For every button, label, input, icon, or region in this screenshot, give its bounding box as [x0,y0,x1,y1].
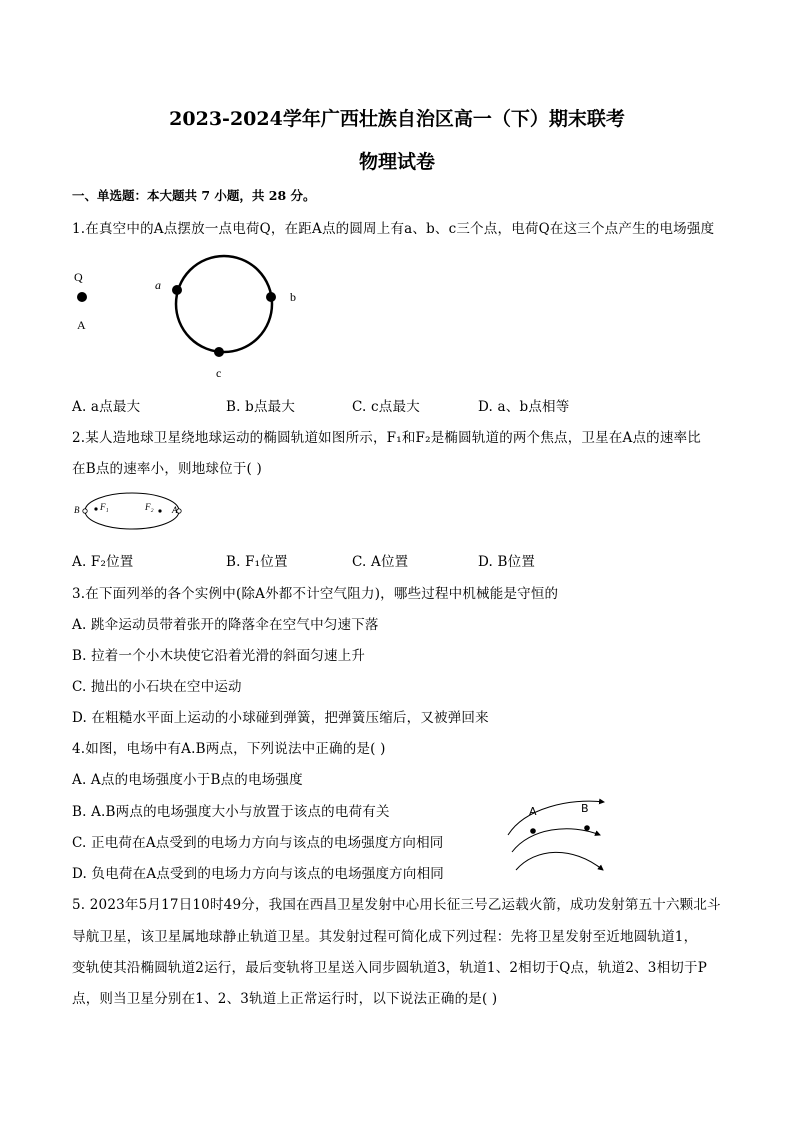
q2-label-A: A [172,505,178,515]
q4-option-b: B. A.B两点的电场强度大小与放置于该点的电荷有关 [72,804,390,820]
q1-option-b: B. b点最大 [226,399,296,415]
q1-circle [176,256,272,352]
q4-field-line-3 [516,852,603,870]
q2-point-B [83,509,87,513]
q1-circle-diagram [0,0,794,400]
q3-option-d: D. 在粗糙水平面上运动的小球碰到弹簧，把弹簧压缩后，又被弹回来 [72,710,489,726]
q4-label-B: B [581,802,589,815]
q3-stem: 3.在下面列举的各个实例中(除A外都不计空气阻力)，哪些过程中机械能是守恒的 [72,586,559,602]
q2-option-c: C. A位置 [352,554,409,570]
q1-stem: 1.在真空中的A点摆放一点电荷Q，在距A点的圆周上有a、b、c三个点，电荷Q在这三个点产生的电场强度 [72,221,715,237]
q1-option-a: A. a点最大 [72,399,141,415]
q1-option-c: C. c点最大 [352,399,420,415]
q5-line-3: 变轨使其沿椭圆轨道2运行，最后变轨将卫星送入同步圆轨道3，轨道1、2相切于Q点，轨道2、3相切于P [72,960,707,976]
q2-stem-line2: 在B点的速率小，则地球位于( ) [72,461,262,477]
q5-line-4: 点，则当卫星分别在1、2、3轨道上正常运行时，以下说法正确的是( ) [72,991,498,1007]
q4-point-A [530,828,536,834]
q1-point-b [266,292,276,302]
q4-option-a: A. A点的电场强度小于B点的电场强度 [72,772,303,788]
q4-point-B [584,825,590,831]
q5-line-2: 导航卫星，该卫星属地球静止轨道卫星。其发射过程可简化成下列过程：先将卫星发射至近地圆轨道1， [72,929,698,945]
q2-label-F1: F₁ [100,502,109,512]
q4-label-A: A [529,805,537,818]
q1-label-A: A [77,318,86,332]
q2-label-B: B [74,505,80,515]
q2-stem-line1: 2.某人造地球卫星绕地球运动的椭圆轨道如图所示，F₁和F₂是椭圆轨道的两个焦点，卫星在A点的速率比 [72,430,701,446]
q4-option-d: D. 负电荷在A点受到的电场力方向与该点的电场强度方向相同 [72,866,444,882]
q4-option-c: C. 正电荷在A点受到的电场力方向与该点的电场强度方向相同 [72,835,444,851]
q4-field-lines-diagram [500,790,620,880]
section-header: 一、单选题：本大题共 7 小题，共 28 分。 [72,188,316,203]
q1-label-c: c [216,366,222,380]
q1-point-c [214,347,224,357]
q2-option-b: B. F₁位置 [226,554,288,570]
q2-point-F1 [94,507,97,510]
q2-point-F2 [158,509,161,512]
q1-label-a: a [155,278,161,292]
q2-option-a: A. F₂位置 [72,554,134,570]
q1-label-b: b [290,290,296,304]
q2-ellipse-diagram [0,480,260,540]
q1-point-A [77,292,87,302]
q5-line-1: 5. 2023年5月17日10时49分，我国在西昌卫星发射中心用长征三号乙运载火箭，成功发射第五十六颗北斗 [72,897,721,913]
q3-option-a: A. 跳伞运动员带着张开的降落伞在空气中匀速下落 [72,617,379,633]
q2-option-d: D. B位置 [478,554,536,570]
q1-option-d: D. a、b点相等 [478,399,570,415]
q4-field-line-2 [512,829,600,852]
q1-label-Q: Q [74,270,83,284]
exam-title: 2023-2024学年广西壮族自治区高一（下）期末联考 [169,108,625,130]
q2-label-F2: F₂ [145,502,154,512]
q1-point-a [172,285,182,295]
q3-option-b: B. 拉着一个小木块使它沿着光滑的斜面匀速上升 [72,648,366,664]
q4-stem: 4.如图，电场中有A.B两点，下列说法中正确的是( ) [72,741,386,757]
q4-field-line-1 [508,801,604,835]
exam-subtitle: 物理试卷 [358,151,435,173]
q3-option-c: C. 抛出的小石块在空中运动 [72,679,242,695]
